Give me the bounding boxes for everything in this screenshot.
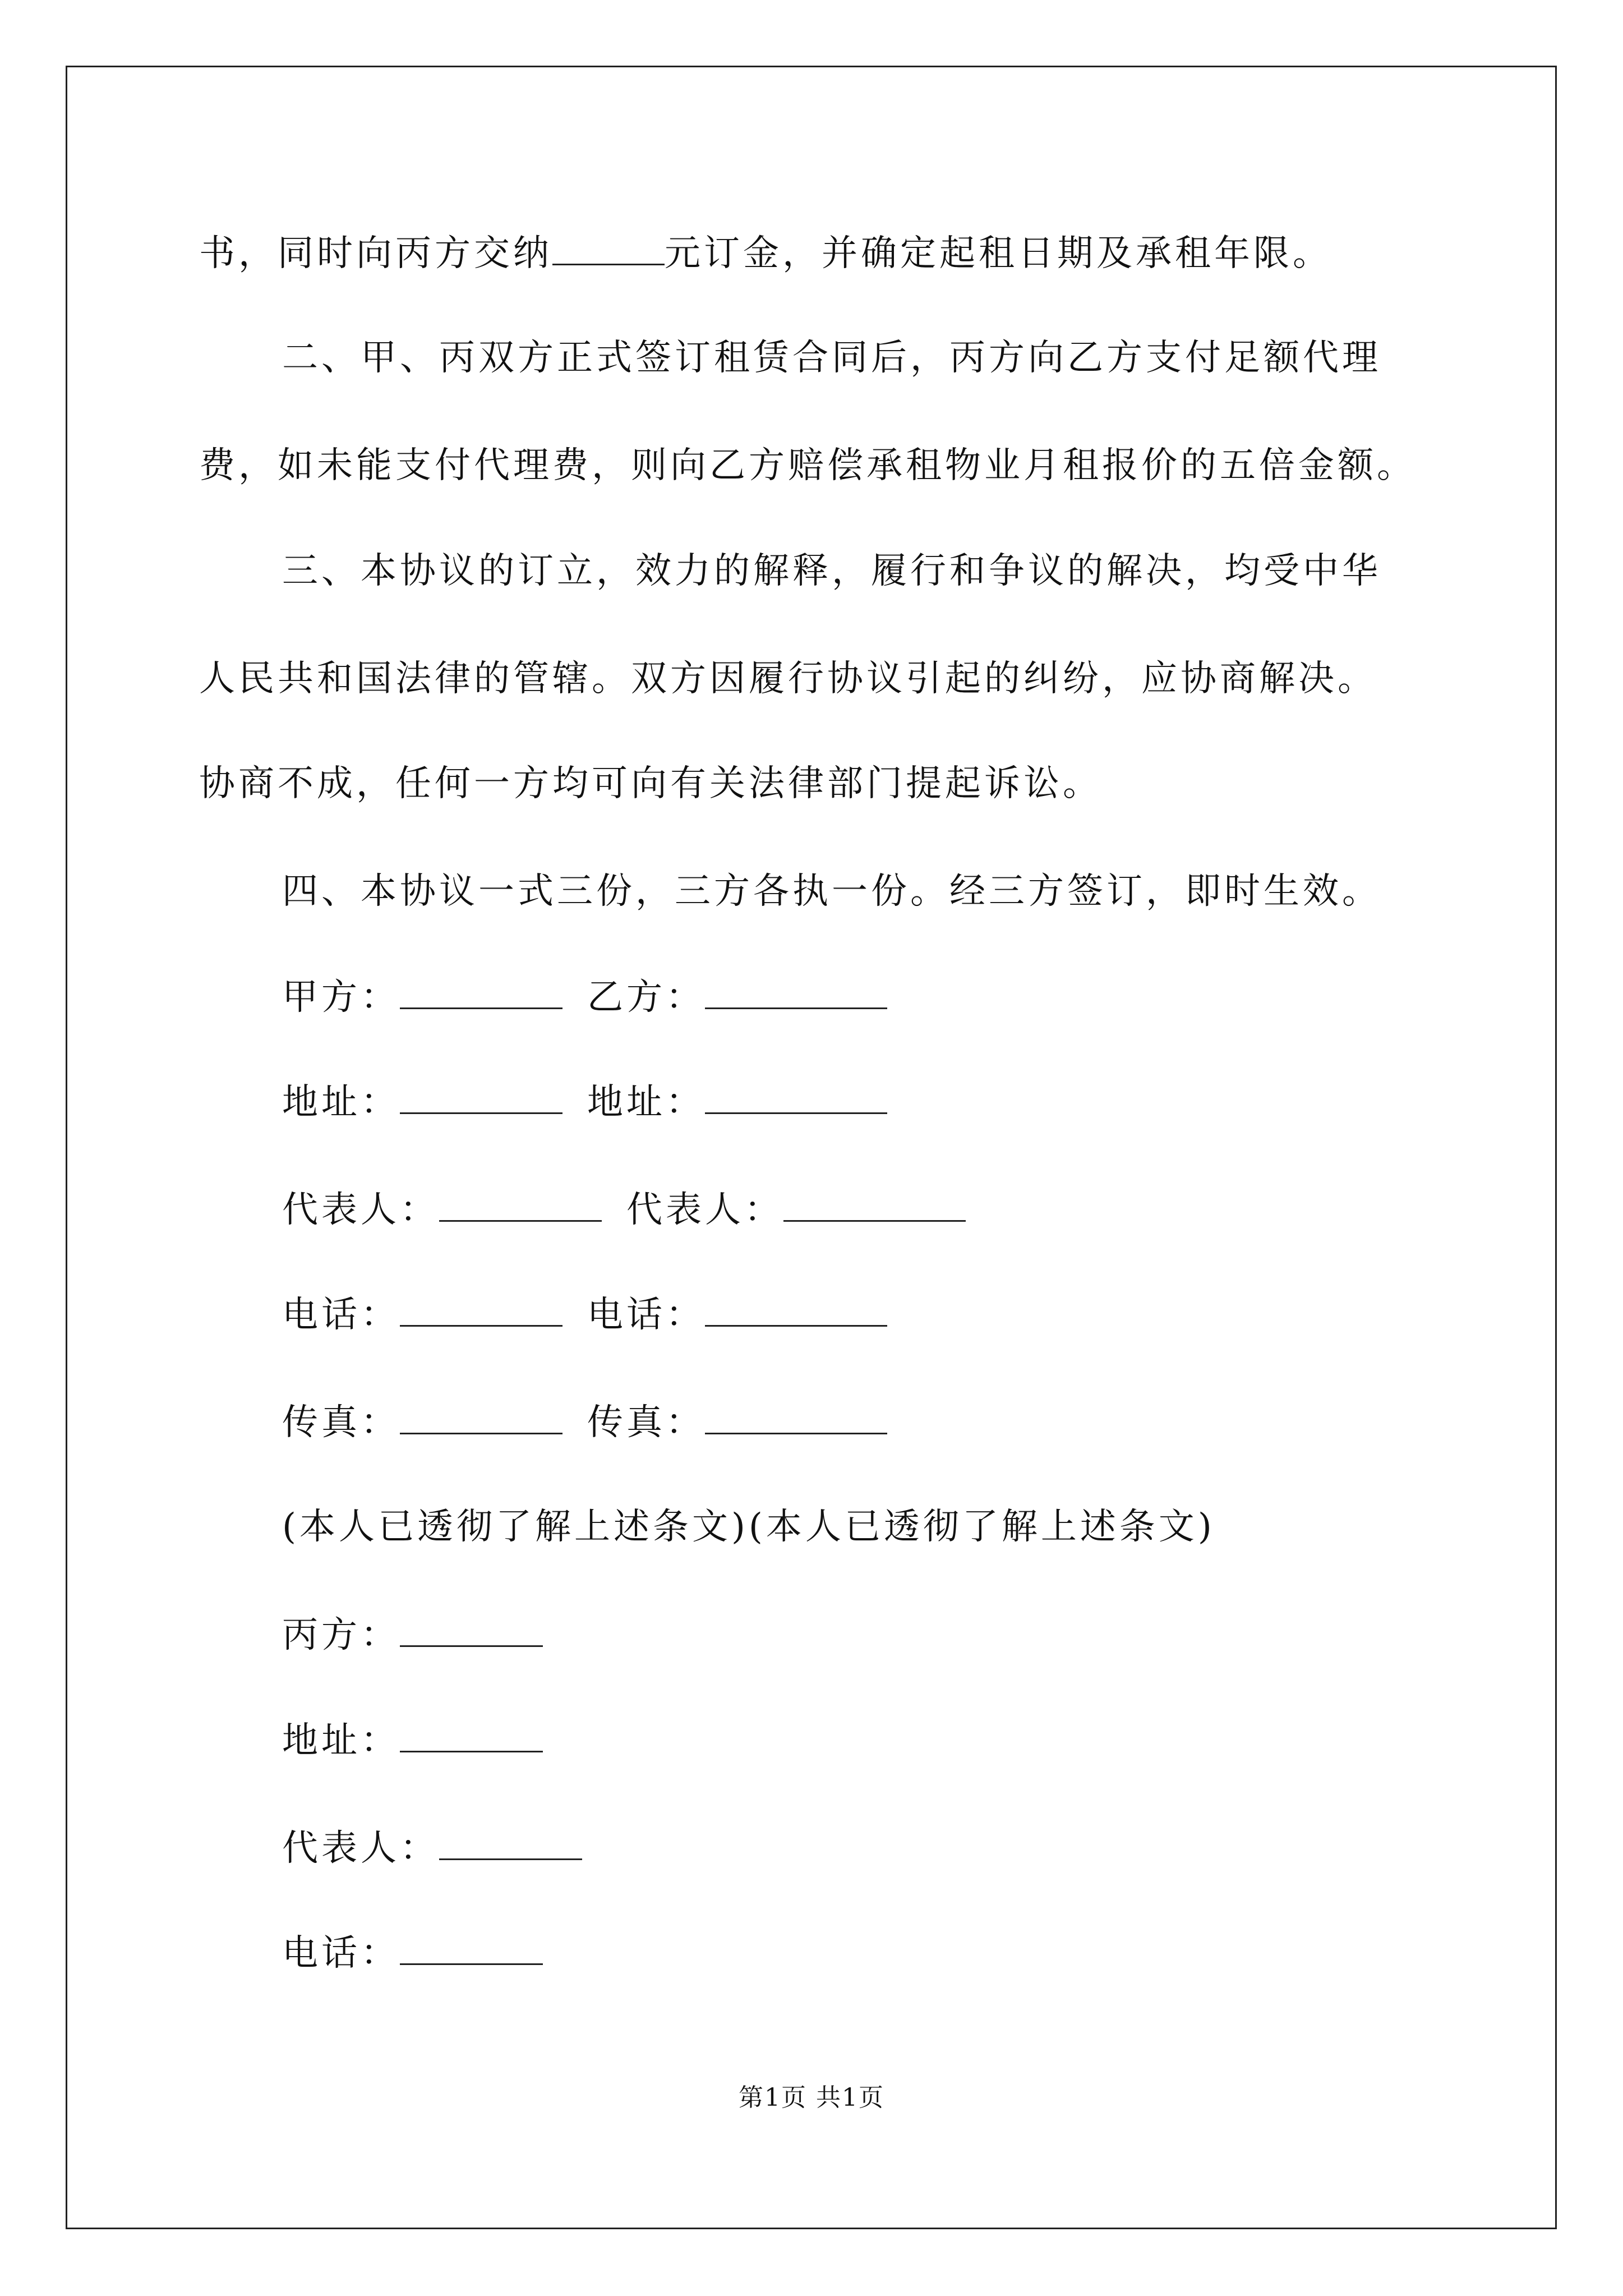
paragraph-line-4: 三、本协议的订立，效力的解释，履行和争议的解决，均受中华 — [282, 550, 1381, 592]
party-c-address-field[interactable] — [400, 1717, 543, 1752]
representative-b-label: 代表人： — [626, 1189, 783, 1231]
fax-a-label: 传真： — [282, 1402, 400, 1443]
paragraph-line-7: 四、本协议一式三份，三方各执一份。经三方签订，即时生效。 — [282, 871, 1381, 912]
address-a-label: 地址： — [282, 1082, 400, 1123]
paragraph-line-3: 费，如未能支付代理费，则向乙方赔偿承租物业月租报价的五倍金额。 — [199, 445, 1416, 486]
acknowledgement-text: (本人已透彻了解上述条文)(本人已透彻了解上述条文) — [282, 1506, 1215, 1548]
fax-b-label: 传真： — [587, 1402, 705, 1443]
signature-row-fax — [282, 1399, 887, 1444]
address-a-field[interactable] — [400, 1079, 562, 1114]
fax-b-field[interactable] — [705, 1399, 887, 1434]
representative-a-label: 代表人： — [282, 1189, 439, 1231]
party-c-field[interactable] — [400, 1612, 543, 1647]
signature-row-party-a-b — [282, 974, 887, 1019]
party-b-field[interactable] — [705, 974, 887, 1009]
deposit-amount-blank[interactable] — [552, 230, 665, 265]
paragraph-line-1 — [199, 230, 1332, 275]
party-c-label: 丙方： — [282, 1614, 400, 1656]
address-b-label: 地址： — [587, 1082, 705, 1123]
signature-row-representative — [282, 1186, 966, 1231]
paragraph-text: 书，同时向丙方交纳 — [199, 233, 552, 274]
representative-a-field[interactable] — [439, 1186, 602, 1222]
party-c-address-row — [282, 1717, 543, 1762]
party-c-row — [282, 1612, 543, 1657]
phone-a-label: 电话： — [282, 1294, 400, 1336]
paragraph-line-5: 人民共和国法律的管辖。双方因履行协议引起的纠纷，应协商解决。 — [199, 658, 1377, 700]
paragraph-text: 元订金，并确定起租日期及承租年限。 — [665, 233, 1332, 274]
party-c-phone-row — [282, 1930, 543, 1975]
party-b-label: 乙方： — [587, 977, 705, 1018]
party-c-phone-label: 电话： — [282, 1932, 400, 1974]
page-border — [66, 66, 1557, 2229]
representative-b-field[interactable] — [783, 1186, 966, 1222]
page-footer: 第1页 共1页 — [739, 2083, 884, 2112]
phone-a-field[interactable] — [400, 1291, 562, 1327]
phone-b-field[interactable] — [705, 1291, 887, 1327]
party-c-phone-field[interactable] — [400, 1930, 543, 1965]
address-b-field[interactable] — [705, 1079, 887, 1114]
party-a-field[interactable] — [400, 974, 562, 1009]
party-a-label: 甲方： — [282, 977, 400, 1018]
paragraph-line-6: 协商不成，任何一方均可向有关法律部门提起诉讼。 — [199, 763, 1102, 804]
fax-a-field[interactable] — [400, 1399, 562, 1434]
signature-row-address — [282, 1079, 887, 1124]
party-c-address-label: 地址： — [282, 1720, 400, 1761]
party-c-representative-row — [282, 1825, 582, 1870]
party-c-representative-label: 代表人： — [282, 1828, 439, 1869]
paragraph-line-2: 二、甲、丙双方正式签订租赁合同后，丙方向乙方支付足额代理 — [282, 337, 1381, 379]
signature-row-phone — [282, 1291, 887, 1336]
party-c-representative-field[interactable] — [439, 1825, 582, 1860]
phone-b-label: 电话： — [587, 1294, 705, 1336]
